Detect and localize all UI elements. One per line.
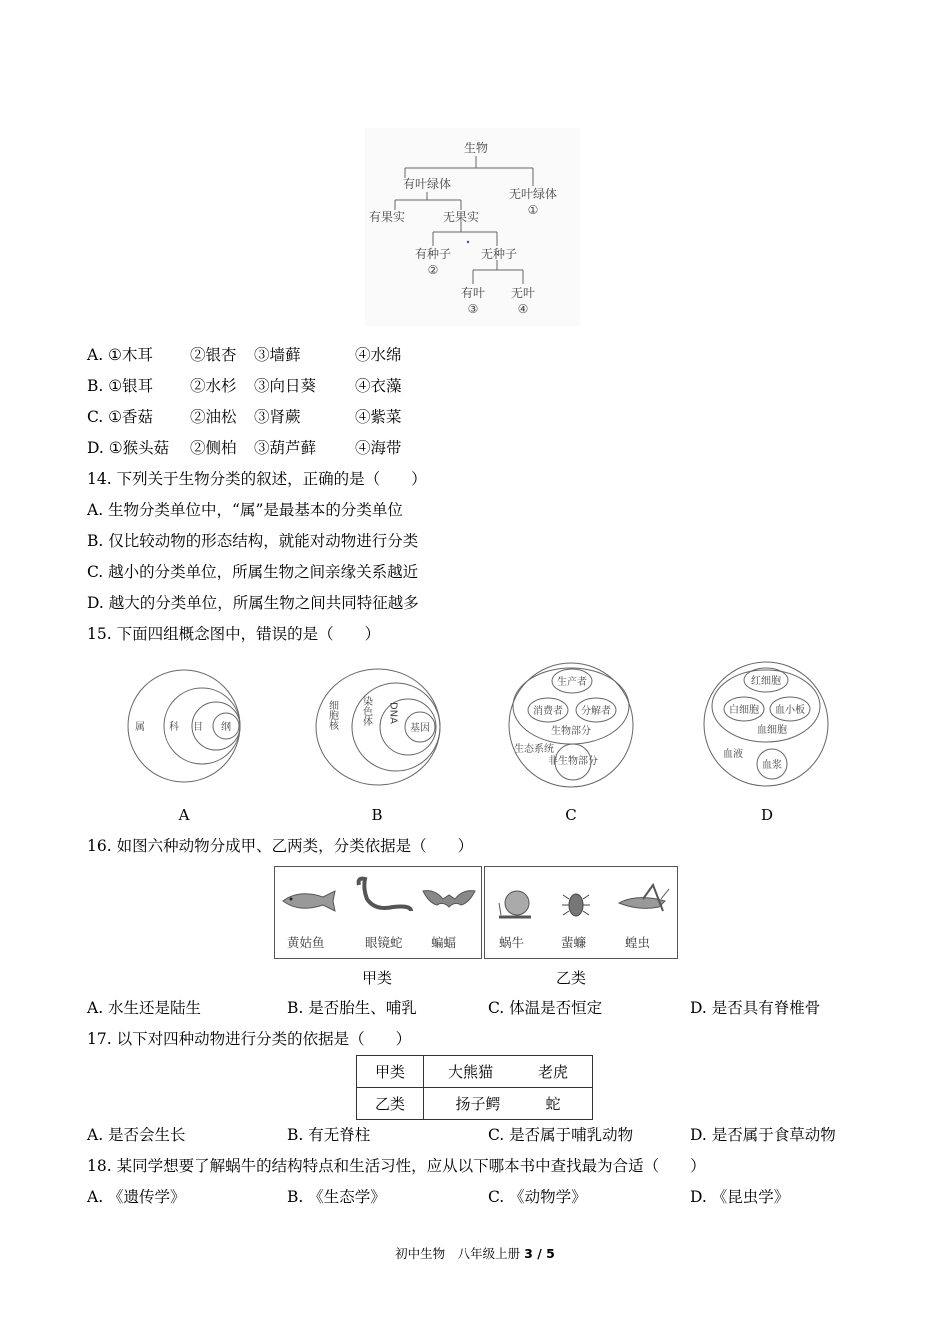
diagram-c-decomposer: 分解者 <box>581 706 611 717</box>
tree-with-chlorophyll: 有叶绿体 <box>402 177 452 191</box>
q16-option-a: A. 水生还是陆生 <box>87 999 202 1017</box>
q17-option-a: A. 是否会生长 <box>87 1126 186 1144</box>
q13-option-a-2: ②银杏 <box>190 346 237 364</box>
animal-label-locust: 蝗虫 <box>625 935 651 950</box>
q13-option-d-1: D. ①猴头菇 <box>87 439 170 457</box>
diagram-c-producer: 生产者 <box>557 677 587 688</box>
q17-stem: 17. 以下对四种动物进行分类的依据是（ ） <box>87 1030 412 1048</box>
q13-option-c-2: ②油松 <box>190 408 237 426</box>
diagram-d-plasma: 血浆 <box>762 760 782 771</box>
concept-diagram-a <box>126 668 244 786</box>
concept-diagram-d <box>700 658 830 790</box>
tree-no-fruit: 无果实 <box>442 210 480 224</box>
q13-option-d-2: ②侧柏 <box>190 439 237 457</box>
snake-icon <box>353 875 415 917</box>
diagram-c-consumer: 消费者 <box>533 706 563 717</box>
q14-option-c: C. 越小的分类单位，所属生物之间亲缘关系越近 <box>87 563 419 581</box>
q18-option-a: A. 《遗传学》 <box>87 1188 186 1206</box>
tree-no-chlorophyll-num: ① <box>527 203 539 217</box>
table-cell-animals: 大熊猫 老虎 <box>424 1056 593 1088</box>
q14-stem: 14. 下列关于生物分类的叙述，正确的是（ ） <box>87 470 427 488</box>
footer-text: 初中生物 八年级上册 <box>395 1246 525 1261</box>
page-number: 3 / 5 <box>524 1246 555 1261</box>
table-cell-animals: 扬子鳄 蛇 <box>424 1088 593 1120</box>
table-row <box>357 1088 593 1120</box>
tree-no-chlorophyll: 无叶绿体 <box>508 187 558 201</box>
q13-option-a-3: ③墙藓 <box>254 346 301 364</box>
q18-option-d: D. 《昆虫学》 <box>690 1188 790 1206</box>
tree-no-leaf-num: ④ <box>517 302 529 316</box>
group-b-box <box>484 866 678 959</box>
q16-option-c: C. 体温是否恒定 <box>488 999 603 1017</box>
diagram-c-bio: 生物部分 <box>551 726 591 737</box>
diagram-d-wbc: 白细胞 <box>729 705 759 716</box>
q15-stem: 15. 下面四组概念图中，错误的是（ ） <box>87 625 381 643</box>
q18-option-b: B. 《生态学》 <box>287 1188 386 1206</box>
diagram-d-cells: 血细胞 <box>757 725 787 736</box>
q13-option-d-3: ③葫芦藓 <box>254 439 317 457</box>
concept-diagram-c <box>506 660 636 790</box>
diagram-a-label-1: 属 <box>135 722 145 733</box>
classification-tree <box>365 128 580 326</box>
q14-option-b: B. 仅比较动物的形态结构，就能对动物进行分类 <box>87 532 419 550</box>
tree-no-seed: 无种子 <box>480 247 518 261</box>
concept-diagram-b <box>314 667 444 789</box>
grasshopper-icon <box>613 881 671 919</box>
q13-option-a-1: A. ①木耳 <box>87 346 153 364</box>
group-b-label: 乙类 <box>556 969 587 987</box>
cockroach-icon <box>561 887 591 921</box>
diagram-b-label-3: DNA <box>387 701 399 725</box>
diagram-b-label-4: 基因 <box>410 723 430 734</box>
diagram-a-label-4: 纲 <box>221 722 231 733</box>
q13-option-d-4: ④海带 <box>355 439 402 457</box>
diagram-d-platelet: 血小板 <box>775 705 805 716</box>
diagram-c-outer: 生态系统 <box>514 744 554 755</box>
animal-label-bat: 蝙蝠 <box>431 935 457 950</box>
q14-option-d: D. 越大的分类单位，所属生物之间共同特征越多 <box>87 594 419 612</box>
diagram-c-nonbio: 非生物部分 <box>548 756 598 767</box>
diagram-d-caption: D <box>760 806 774 824</box>
table-row <box>357 1056 593 1088</box>
q18-stem: 18. 某同学想要了解蜗牛的结构特点和生活习性，应从以下哪本书中查找最为合适（ ） <box>87 1157 706 1175</box>
animal-label-cockroach: 蜚蠊 <box>561 935 587 950</box>
q17-option-d: D. 是否属于食草动物 <box>690 1126 836 1144</box>
snail-icon <box>495 887 535 921</box>
diagram-a-label-3: 目 <box>193 722 203 733</box>
q13-option-b-4: ④衣藻 <box>355 377 402 395</box>
diagram-d-rbc: 红细胞 <box>751 676 781 687</box>
table-cell-label: 乙类 <box>357 1088 424 1120</box>
tree-with-leaf: 有叶 <box>460 286 486 300</box>
q17-option-c: C. 是否属于哺乳动物 <box>488 1126 634 1144</box>
q13-option-c-1: C. ①香菇 <box>87 408 154 426</box>
animal-label-snail: 蜗牛 <box>499 935 525 950</box>
page-footer <box>0 1244 950 1262</box>
q16-option-b: B. 是否胎生、哺乳 <box>287 999 417 1017</box>
q14-option-a: A. 生物分类单位中，“属”是最基本的分类单位 <box>87 501 403 519</box>
q17-option-b: B. 有无脊柱 <box>287 1126 371 1144</box>
q16-stem: 16. 如图六种动物分成甲、乙两类，分类依据是（ ） <box>87 837 474 855</box>
diagram-c-caption: C <box>565 806 577 824</box>
q18-option-c: C. 《动物学》 <box>488 1188 587 1206</box>
q13-option-c-4: ④紫菜 <box>355 408 402 426</box>
tree-with-seed: 有种子 <box>414 247 452 261</box>
diagram-a-caption: A <box>178 806 190 824</box>
tree-with-leaf-num: ③ <box>467 302 479 316</box>
tree-with-fruit: 有果实 <box>368 210 406 224</box>
diagram-b-label-2: 染色体 <box>360 696 372 726</box>
tree-with-seed-num: ② <box>427 263 439 277</box>
table-cell-label: 甲类 <box>357 1056 424 1088</box>
animal-label-yellow-croaker: 黄姑鱼 <box>287 935 325 950</box>
tree-root: 生物 <box>463 141 489 155</box>
q13-option-b-3: ③向日葵 <box>254 377 317 395</box>
group-a-label: 甲类 <box>362 969 393 987</box>
q13-option-a-4: ④水绵 <box>355 346 402 364</box>
diagram-a-label-2: 科 <box>169 722 179 733</box>
animal-label-cobra: 眼镜蛇 <box>365 935 403 950</box>
q13-option-c-3: ③肾蕨 <box>254 408 301 426</box>
diagram-b-label-1: 细胞核 <box>326 700 338 730</box>
group-a-box <box>274 866 482 959</box>
q13-option-b-1: B. ①银耳 <box>87 377 154 395</box>
q16-option-d: D. 是否具有脊椎骨 <box>690 999 821 1017</box>
tree-no-leaf: 无叶 <box>510 286 536 300</box>
bat-icon <box>421 885 477 915</box>
fish-icon <box>279 885 339 917</box>
diagram-b-caption: B <box>371 806 383 824</box>
q17-classification-table <box>356 1055 593 1120</box>
q13-option-b-2: ②水杉 <box>190 377 237 395</box>
diagram-d-blood: 血液 <box>723 749 743 760</box>
